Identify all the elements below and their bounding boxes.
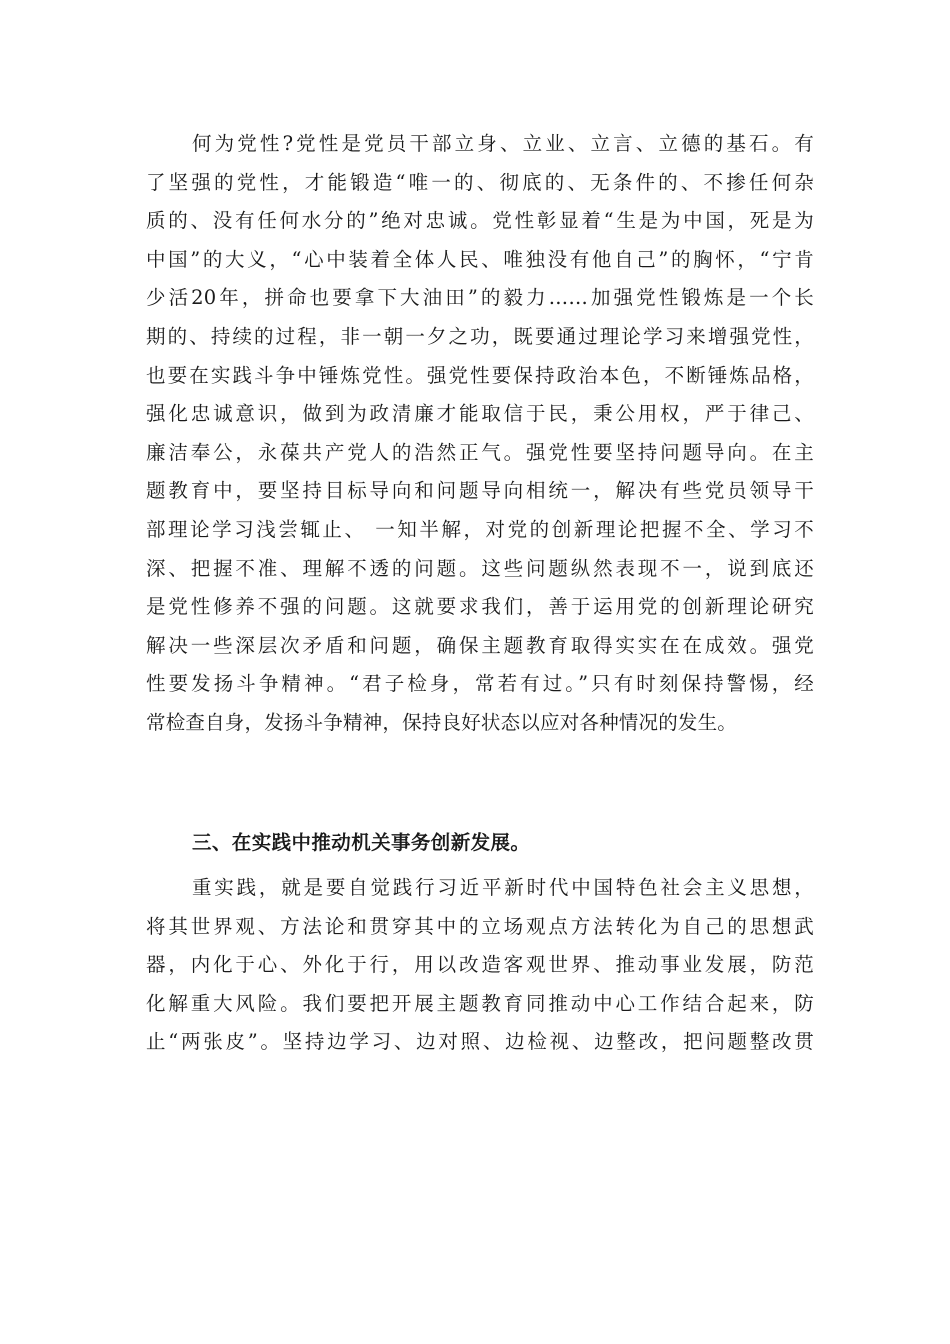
paragraph-line: 器，内化于心、外化于行，用以改造客观世界、推动事业发展，防范 <box>146 953 814 977</box>
paragraph-line: 了坚强的党性，才能锻造“唯一的、彻底的、无条件的、不掺任何杂 <box>146 170 814 194</box>
paragraph-line: 廉洁奉公，永葆共产党人的浩然正气。强党性要坚持问题导向。在主 <box>146 440 814 464</box>
paragraph-line: 何为党性?党性是党员干部立身、立业、立言、立德的基石。有 <box>192 132 814 155</box>
paragraph-line: 将其世界观、方法论和贯穿其中的立场观点方法转化为自己的思想武 <box>146 914 814 938</box>
paragraph-line: 性要发扬斗争精神。“君子检身，常若有过。”只有时刻保持警惕，经 <box>146 672 814 696</box>
paragraph-line: 少活20年，拼命也要拿下大油田”的毅力……加强党性锻炼是一个长 <box>146 286 814 310</box>
paragraph-line: 常检查自身，发扬斗争精神，保持良好状态以应对各种情况的发生。 <box>146 710 738 734</box>
paragraph-line: 强化忠诚意识，做到为政清廉才能取信于民，秉公用权，严于律己、 <box>146 402 814 426</box>
paragraph-line: 质的、没有任何水分的”绝对忠诚。党性彰显着“生是为中国，死是为 <box>146 209 814 233</box>
paragraph-line: 深、把握不准、理解不透的问题。这些问题纵然表现不一，说到底还 <box>146 556 814 580</box>
paragraph-line: 解决一些深层次矛盾和问题，确保主题教育取得实实在在成效。强党 <box>146 633 814 657</box>
paragraph-line: 题教育中，要坚持目标导向和问题导向相统一，解决有些党员领导干 <box>146 479 814 503</box>
paragraph-practice <box>146 869 814 1062</box>
paragraph-party-spirit <box>146 125 814 743</box>
paragraph-line: 止“两张皮”。坚持边学习、边对照、边检视、边整改，把问题整改贯 <box>146 1030 814 1054</box>
paragraph-line: 化解重大风险。我们要把开展主题教育同推动中心工作结合起来，防 <box>146 991 814 1015</box>
paragraph-line: 期的、持续的过程，非一朝一夕之功，既要通过理论学习来增强党性， <box>146 324 814 348</box>
paragraph-line: 中国”的大义，“心中装着全体人民、唯独没有他自己”的胸怀，“宁肯 <box>146 247 814 271</box>
section-heading: 三、在实践中推动机关事务创新发展。 <box>192 831 531 854</box>
paragraph-line: 重实践，就是要自觉践行习近平新时代中国特色社会主义思想， <box>192 876 814 899</box>
paragraph-line: 也要在实践斗争中锤炼党性。强党性要保持政治本色，不断锤炼品格， <box>146 363 814 387</box>
paragraph-line: 部理论学习浅尝辄止、 一知半解，对党的创新理论把握不全、学习不 <box>146 517 814 541</box>
paragraph-line: 是党性修养不强的问题。这就要求我们，善于运用党的创新理论研究 <box>146 595 814 619</box>
